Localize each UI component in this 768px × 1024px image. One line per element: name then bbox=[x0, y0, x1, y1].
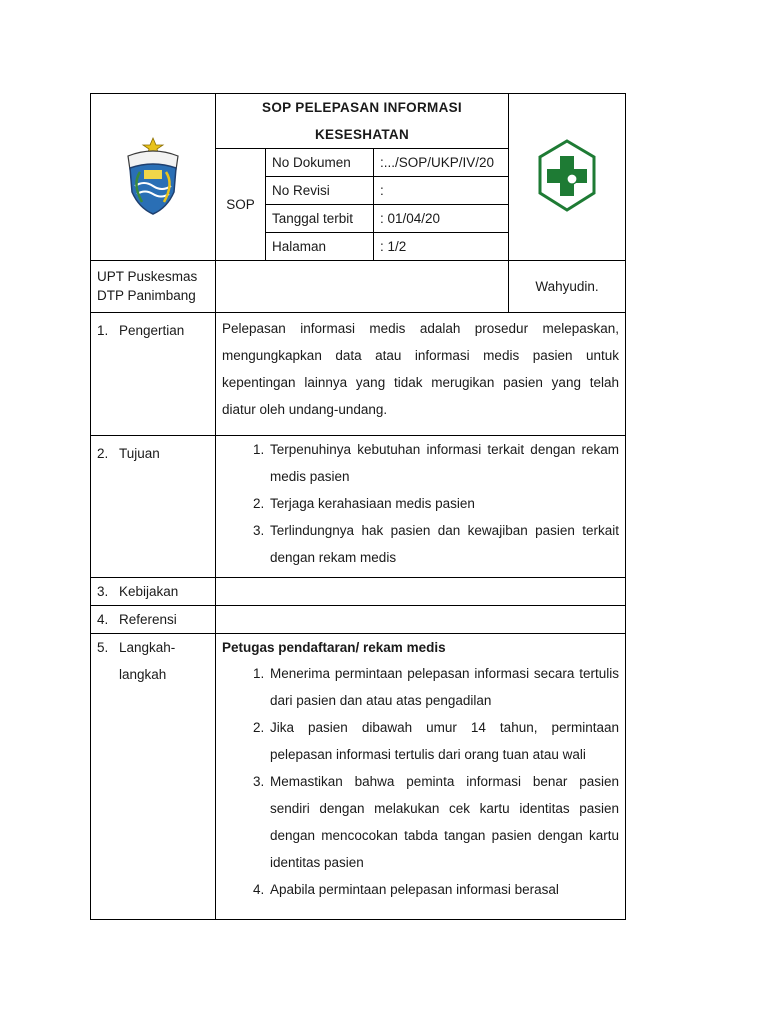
section-title: Tujuan bbox=[119, 446, 160, 461]
section-title: Langkah- bbox=[119, 640, 176, 655]
organization-name bbox=[91, 261, 216, 313]
section-content-kebijakan bbox=[216, 578, 626, 606]
meta-value-no-revisi: : bbox=[374, 177, 509, 205]
section-label-langkah bbox=[91, 634, 216, 920]
list-item: 1. Terpenuhinya kebutuhan informasi terkait dengan rekam medis pasien bbox=[268, 436, 619, 490]
left-logo-cell bbox=[91, 94, 216, 261]
section-number: 2. bbox=[97, 446, 109, 461]
list-item: 2. Terjaga kerahasiaan medis pasien bbox=[268, 490, 619, 517]
meta-label-no-dokumen: No Dokumen bbox=[266, 149, 374, 177]
section-number: 1. bbox=[97, 323, 109, 338]
section-content-langkah bbox=[216, 634, 626, 920]
section-number: 3. bbox=[97, 584, 109, 599]
title-line-2: KESESHATAN bbox=[315, 127, 410, 142]
meta-label-tanggal-terbit: Tanggal terbit bbox=[266, 205, 374, 233]
right-logo-cell bbox=[509, 94, 626, 261]
section-title-cont: langkah bbox=[119, 667, 167, 682]
section-label-kebijakan bbox=[91, 578, 216, 606]
section-label-referensi bbox=[91, 606, 216, 634]
meta-label-halaman: Halaman bbox=[266, 233, 374, 261]
section-title: Referensi bbox=[119, 612, 177, 627]
section-title: Pengertian bbox=[119, 323, 185, 338]
meta-value-no-dokumen: :.../SOP/UKP/IV/20 bbox=[374, 149, 509, 177]
sop-document bbox=[90, 93, 625, 920]
list-item: 2. Jika pasien dibawah umur 14 tahun, permintaan pelepasan informasi tertulis dari orang tuan atau wali bbox=[268, 714, 619, 768]
meta-label-no-revisi: No Revisi bbox=[266, 177, 374, 205]
puskesmas-cross-icon bbox=[536, 138, 598, 214]
section-content-tujuan bbox=[216, 436, 626, 578]
section-number: 5. bbox=[97, 640, 109, 655]
section-content-referensi bbox=[216, 606, 626, 634]
meta-value-halaman: : 1/2 bbox=[374, 233, 509, 261]
list-item: 3. Terlindungnya hak pasien dan kewajiban pasien terkait dengan rekam medis bbox=[268, 517, 619, 571]
signatory-name: Wahyudin. bbox=[509, 261, 626, 313]
sop-label: SOP bbox=[216, 149, 266, 261]
tujuan-list bbox=[222, 436, 619, 571]
sop-table bbox=[90, 93, 626, 920]
langkah-list bbox=[222, 660, 619, 903]
title-line-1: SOP PELEPASAN INFORMASI bbox=[262, 100, 462, 115]
section-number: 4. bbox=[97, 612, 109, 627]
org-line-2: DTP Panimbang bbox=[97, 288, 196, 303]
section-content-pengertian: Pelepasan informasi medis adalah prosedur melepaskan, mengungkapkan data atau informasi medis pasien untuk kepentingan lainnya yang tidak merugikan pasien yang telah diatur oleh undang-undang. bbox=[216, 313, 626, 436]
signature-space bbox=[216, 261, 509, 313]
meta-value-tanggal-terbit: : 01/04/20 bbox=[374, 205, 509, 233]
langkah-heading: Petugas pendaftaran/ rekam medis bbox=[222, 640, 446, 655]
org-line-1: UPT Puskesmas bbox=[97, 269, 198, 284]
regency-crest-icon bbox=[122, 136, 184, 216]
list-item: 3. Memastikan bahwa peminta informasi benar pasien sendiri dengan melakukan cek kartu identitas pasien dengan mencocokan tabda tangan pasien dengan kartu identitas pasien bbox=[268, 768, 619, 876]
section-title: Kebijakan bbox=[119, 584, 179, 599]
section-label-pengertian bbox=[91, 313, 216, 436]
list-item: 4. Apabila permintaan pelepasan informasi berasal bbox=[268, 876, 619, 903]
list-item: 1. Menerima permintaan pelepasan informasi secara tertulis dari pasien dan atau atas pengadilan bbox=[268, 660, 619, 714]
document-title bbox=[216, 94, 509, 149]
section-label-tujuan bbox=[91, 436, 216, 578]
